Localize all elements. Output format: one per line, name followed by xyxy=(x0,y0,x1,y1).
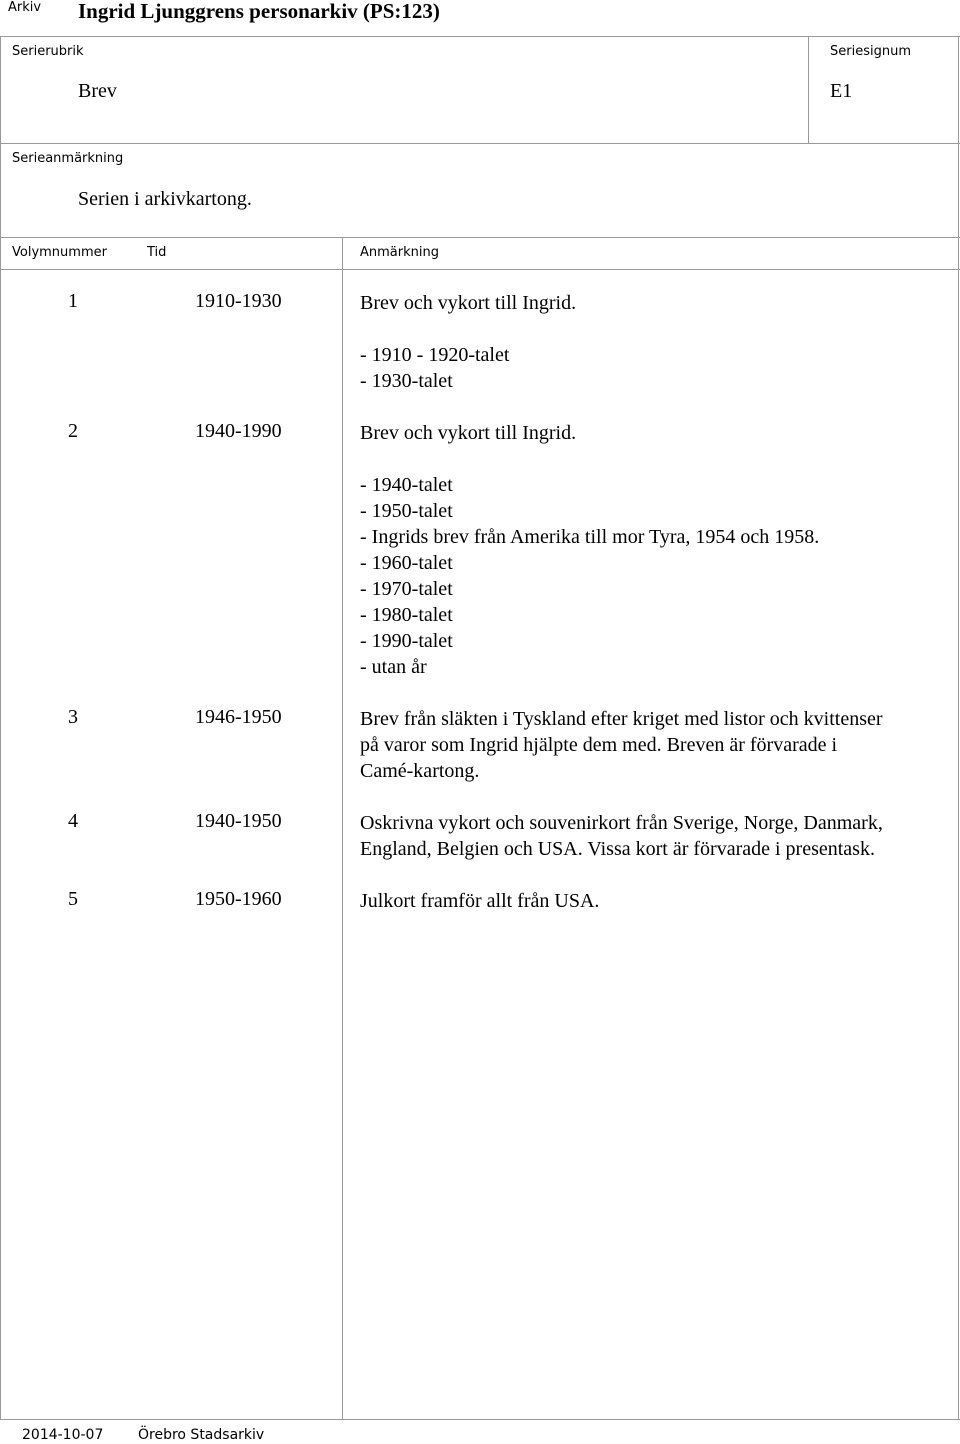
volume-tid: 1910-1930 xyxy=(195,290,282,312)
anmarkning-line: - 1930-talet xyxy=(360,370,453,392)
anmarkning-line: - 1970-talet xyxy=(360,578,453,600)
column-header-volymnummer: Volymnummer xyxy=(12,245,107,260)
column-header-anmarkning: Anmärkning xyxy=(360,245,439,260)
volume-tid: 1946-1950 xyxy=(195,706,282,728)
anmarkning-line: - 1940-talet xyxy=(360,474,453,496)
serierubrik-label: Serierubrik xyxy=(12,44,84,59)
anmarkning-line: Oskrivna vykort och souvenirkort från Sverige, Norge, Danmark, xyxy=(360,812,883,834)
anmarkning-line: - 1980-talet xyxy=(360,604,453,626)
column-header-tid: Tid xyxy=(147,245,167,260)
divider-series xyxy=(0,143,960,144)
serierubrik-value: Brev xyxy=(78,80,117,102)
volume-row xyxy=(0,290,960,394)
anmarkning-line: England, Belgien och USA. Vissa kort är förvarade i presentask. xyxy=(360,838,875,860)
anmarkning-line: - 1960-talet xyxy=(360,552,453,574)
volume-row xyxy=(0,706,960,784)
volume-number: 5 xyxy=(68,888,78,910)
anmarkning-line: - 1990-talet xyxy=(360,630,453,652)
volume-number: 3 xyxy=(68,706,78,728)
volume-anmarkning xyxy=(360,420,955,680)
footer-organisation: Örebro Stadsarkiv xyxy=(138,1427,265,1443)
volume-row xyxy=(0,888,960,914)
volume-number: 2 xyxy=(68,420,78,442)
volume-list xyxy=(0,290,960,914)
arkiv-label: Arkiv xyxy=(8,0,42,15)
seriesignum-label: Seriesignum xyxy=(830,44,911,59)
volume-number: 4 xyxy=(68,810,78,832)
volume-tid: 1940-1990 xyxy=(195,420,282,442)
volume-tid: 1950-1960 xyxy=(195,888,282,910)
anmarkning-line: - 1910 - 1920-talet xyxy=(360,344,510,366)
anmarkning-line: Camé-kartong. xyxy=(360,760,480,782)
anmarkning-line: - utan år xyxy=(360,656,427,678)
volume-tid: 1940-1950 xyxy=(195,810,282,832)
volume-anmarkning xyxy=(360,706,955,784)
anmarkning-line: - 1950-talet xyxy=(360,500,453,522)
volume-anmarkning xyxy=(360,888,955,914)
serieanmarkning-value: Serien i arkivkartong. xyxy=(78,188,252,210)
volume-row xyxy=(0,420,960,680)
volume-number: 1 xyxy=(68,290,78,312)
divider-columns-bottom xyxy=(0,269,960,270)
anmarkning-line: på varor som Ingrid hjälpte dem med. Breven är förvarade i xyxy=(360,734,838,756)
page-title: Ingrid Ljunggrens personarkiv (PS:123) xyxy=(78,0,440,23)
anmarkning-line: Brev och vykort till Ingrid. xyxy=(360,292,577,314)
volume-anmarkning xyxy=(360,290,955,394)
serieanmarkning-label: Serieanmärkning xyxy=(12,151,124,166)
divider-bottom xyxy=(0,1419,960,1420)
anmarkning-line: Brev och vykort till Ingrid. xyxy=(360,422,577,444)
divider-top xyxy=(0,36,960,37)
anmarkning-line: Brev från släkten i Tyskland efter kriget med listor och kvittenser xyxy=(360,708,883,730)
anmarkning-line: - Ingrids brev från Amerika till mor Tyra, 1954 och 1958. xyxy=(360,526,820,548)
anmarkning-line: Julkort framför allt från USA. xyxy=(360,890,600,912)
divider-columns-top xyxy=(0,237,960,238)
signum-divider xyxy=(808,36,809,143)
volume-row xyxy=(0,810,960,862)
seriesignum-value: E1 xyxy=(830,80,853,102)
volume-anmarkning xyxy=(360,810,955,862)
footer-date: 2014-10-07 xyxy=(22,1427,104,1443)
